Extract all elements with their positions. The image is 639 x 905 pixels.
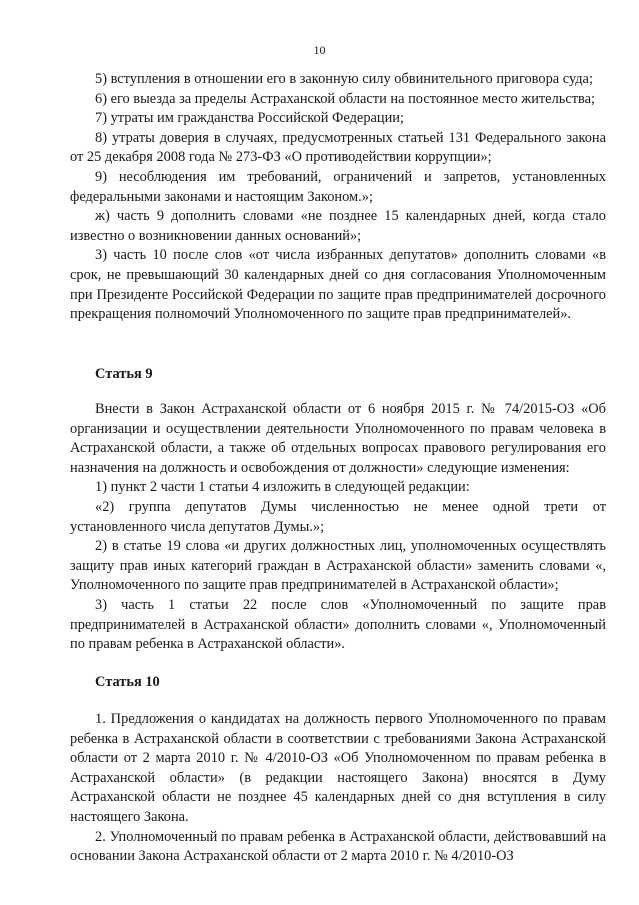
paragraph: 3) часть 10 после слов «от числа избранных депутатов» дополнить словами «в срок, не превышающий 30 календарных дней со дня согласования Уполномоченным при Президенте Российской Федерации по защите прав предпринимателей досрочного прекращения полномочий Уполномоченного по защите прав предпринимателей». xyxy=(70,247,606,323)
paragraph: 5) вступления в отношении его в законную силу обвинительного приговора суда; xyxy=(95,71,593,87)
paragraph: 7) утраты им гражданства Российской Федерации; xyxy=(95,110,404,127)
page-number: 10 xyxy=(313,43,326,57)
paragraph: «2) группа депутатов Думы численностью не менее одной трети от установленного числа депутатов Думы.»; xyxy=(70,498,606,535)
article-9-heading: Статья 9 xyxy=(95,366,153,382)
paragraph: 2. Уполномоченный по правам ребенка в Астраханской области, действовавший на основании Закона Астраханской области от 2 марта 2010 г. № 4/2010-ОЗ xyxy=(70,828,606,865)
paragraph: Внести в Закон Астраханской области от 6 ноября 2015 г. № 74/2015-ОЗ «Об организации и осуществлении деятельности Уполномоченного по правам человека в Астраханской области, а также об отдельных вопросах правового регулирования его назначения на должность и освобождения от должности» следующие изменения: xyxy=(70,401,606,476)
paragraph: 6) его выезда за пределы Астраханской области на постоянное место жительства; xyxy=(95,90,595,107)
paragraph: 8) утраты доверия в случаях, предусмотренных статьей 131 Федерального закона от 25 декабря 2008 года № 273-ФЗ «О противодействии коррупции»; xyxy=(70,129,606,166)
paragraph: 1. Предложения о кандидатах на должность первого Уполномоченного по правам ребенка в Астраханской области в соответствии с требованиями Закона Астраханской области от 2 марта 2010 г. № 4/2010-ОЗ «Об Уполномоченном по правам ребенка в Астраханской области» (в редакции настоящего Закона) вносятся в Думу Астраханской области не позднее 45 календарных дней со дня вступления в силу настоящего Закона. xyxy=(70,711,606,825)
article-10-heading: Статья 10 xyxy=(95,674,160,690)
article-10-body xyxy=(70,710,606,867)
paragraph: 2) в статье 19 слова «и других должностных лиц, уполномоченных осуществлять защиту прав иных категорий граждан в Астраханской области» заменить словами «, Уполномоченного по защите прав предпринимателей в Астраханской области»; xyxy=(70,538,606,594)
paragraph: 1) пункт 2 части 1 статьи 4 изложить в следующей редакции: xyxy=(95,479,470,496)
paragraph: 3) часть 1 статьи 22 после слов «Уполномоченный по защите прав предпринимателей в Астраханской области» дополнить словами «, Уполномоченный по правам ребенка в Астраханской области». xyxy=(70,596,606,653)
paragraph: ж) часть 9 дополнить словами «не позднее 15 календарных дней, когда стало известно о возникновении данных оснований»; xyxy=(70,208,606,244)
article-9-body xyxy=(70,400,606,655)
paragraph: 9) несоблюдения им требований, ограничений и запретов, установленных федеральными законами и настоящим Законом.»; xyxy=(70,168,606,205)
amendments-list xyxy=(70,70,606,325)
